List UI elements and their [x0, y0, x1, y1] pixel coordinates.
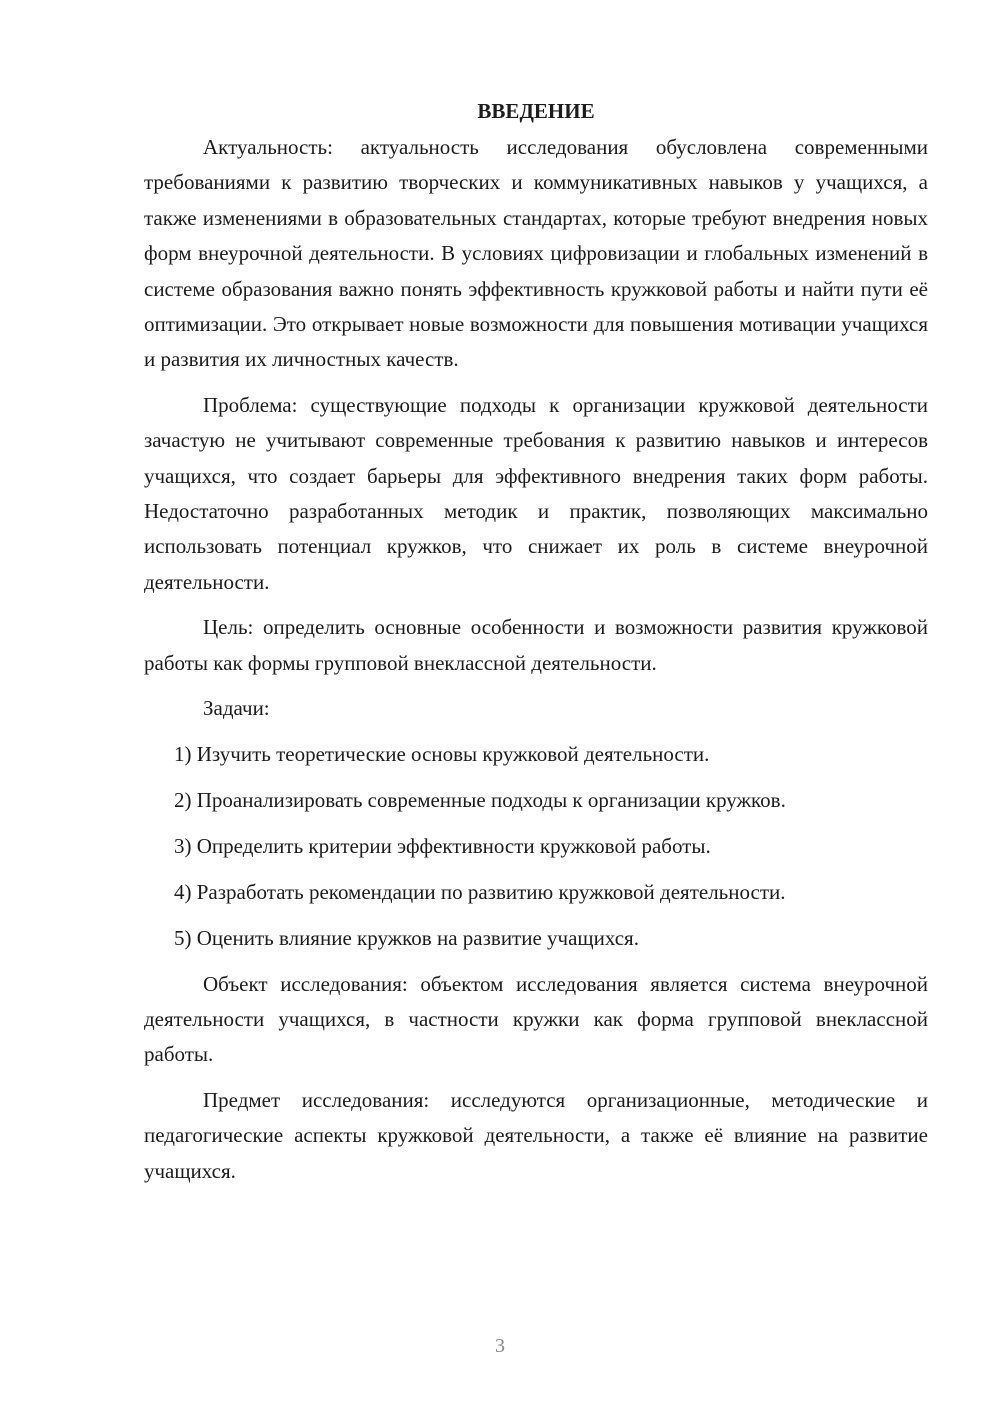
page-content — [144, 96, 928, 1189]
task-item: 1) Изучить теоретические основы кружковой деятельности. — [174, 741, 710, 766]
paragraph-problem: Проблема: существующие подходы к организации кружковой деятельности зачастую не учитывают современные требования к развитию навыков и интересов учащихся, что создает барьеры для эффективного внедрения таких форм работы. Недостаточно разработанных методик и практик, позволяющих максимально использовать потенциал кружков, что снижает их роль в системе внеурочной деятельности. — [144, 392, 928, 594]
paragraph-relevance: Актуальность: актуальность исследования обусловлена современными требованиями к развитию творческих и коммуникативных навыков у учащихся, а также изменениями в образовательных стандартах, которые требуют внедрения новых форм внеурочной деятельности. В условиях цифровизации и глобальных изменений в системе образования важно понять эффективность кружковой работы и найти пути её оптимизации. Это открывает новые возможности для повышения мотивации учащихся и развития их личностных качеств. — [144, 135, 928, 372]
task-item: 3) Определить критерии эффективности кружковой работы. — [174, 833, 711, 858]
task-item: 5) Оценить влияние кружков на развитие учащихся. — [174, 925, 639, 950]
paragraph-subject: Предмет исследования: исследуются организационные, методические и педагогические аспекты кружковой деятельности, а также её влияние на развитие учащихся. — [144, 1087, 928, 1183]
task-list — [144, 737, 928, 956]
page-title: ВВЕДЕНИЕ — [477, 99, 595, 123]
task-item: 4) Разработать рекомендации по развитию кружковой деятельности. — [174, 879, 786, 904]
task-item: 2) Проанализировать современные подходы к организации кружков. — [174, 787, 786, 812]
paragraph-object: Объект исследования: объектом исследования является система внеурочной деятельности учащихся, в частности кружки как форма групповой внеклассной работы. — [144, 971, 928, 1067]
paragraph-goal: Цель: определить основные особенности и возможности развития кружковой работы как формы групповой внеклассной деятельности. — [144, 615, 928, 675]
page-number: 3 — [495, 1335, 505, 1357]
tasks-label: Задачи: — [203, 696, 270, 721]
